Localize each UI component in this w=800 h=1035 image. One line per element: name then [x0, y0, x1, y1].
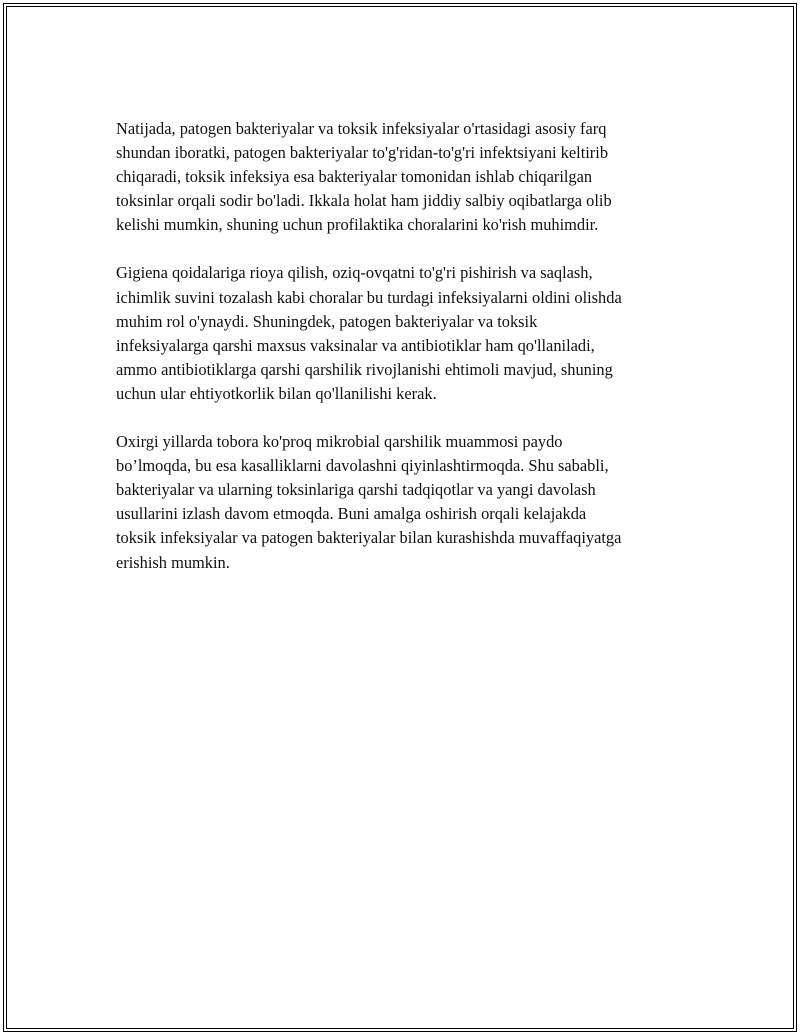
text-line: usullarini izlash davom etmoqda. Buni amalga oshirish orqali kelajakda [116, 504, 587, 524]
text-line: Gigiena qoidalariga rioya qilish, oziq-ovqatni to'g'ri pishirish va saqlash, [116, 263, 593, 283]
text-line: infeksiyalarga qarshi maxsus vaksinalar va antibiotiklar ham qo'llaniladi, [116, 335, 595, 355]
text-line: kelishi mumkin, shuning uchun profilaktika choralarini ko'rish muhimdir. [116, 215, 599, 235]
text-line: shundan iboratki, patogen bakteriyalar to'g'ridan-to'g'ri infektsiyani keltirib [116, 143, 609, 163]
text-line: bo’lmoqda, bu esa kasalliklarni davolashni qiyinlashtirmoqda. Shu sababli, [116, 456, 609, 476]
text-line: ichimlik suvini tozalash kabi choralar bu turdagi infeksiyalarni oldini olishda [116, 287, 622, 307]
text-line: ammo antibiotiklarga qarshi qarshilik rivojlanishi ehtimoli mavjud, shuning [116, 359, 613, 379]
text-line: Oxirgi yillarda tobora ko'proq mikrobial qarshilik muammosi paydo [116, 432, 563, 452]
text-line: erishish mumkin. [116, 552, 230, 572]
document-body [116, 117, 696, 599]
paragraph-3 [116, 430, 696, 575]
text-line: toksinlar orqali sodir bo'ladi. Ikkala holat ham jiddiy salbiy oqibatlarga olib [116, 191, 612, 211]
paragraph-1 [116, 117, 696, 237]
text-line: Natijada, patogen bakteriyalar va toksik infeksiyalar o'rtasidagi asosiy farq [116, 119, 607, 138]
text-line: uchun ular ehtiyotkorlik bilan qo'llanilishi kerak. [116, 383, 437, 403]
text-line: toksik infeksiyalar va patogen bakteriyalar bilan kurashishda muvaffaqiyatga [116, 528, 622, 548]
text-line: bakteriyalar va ularning toksinlariga qarshi tadqiqotlar va yangi davolash [116, 480, 596, 500]
text-line: muhim rol o'ynaydi. Shuningdek, patogen bakteriyalar va toksik [116, 311, 538, 331]
text-line: chiqaradi, toksik infeksiya esa bakteriyalar tomonidan ishlab chiqarilgan [116, 167, 593, 187]
paragraph-2 [116, 261, 696, 406]
